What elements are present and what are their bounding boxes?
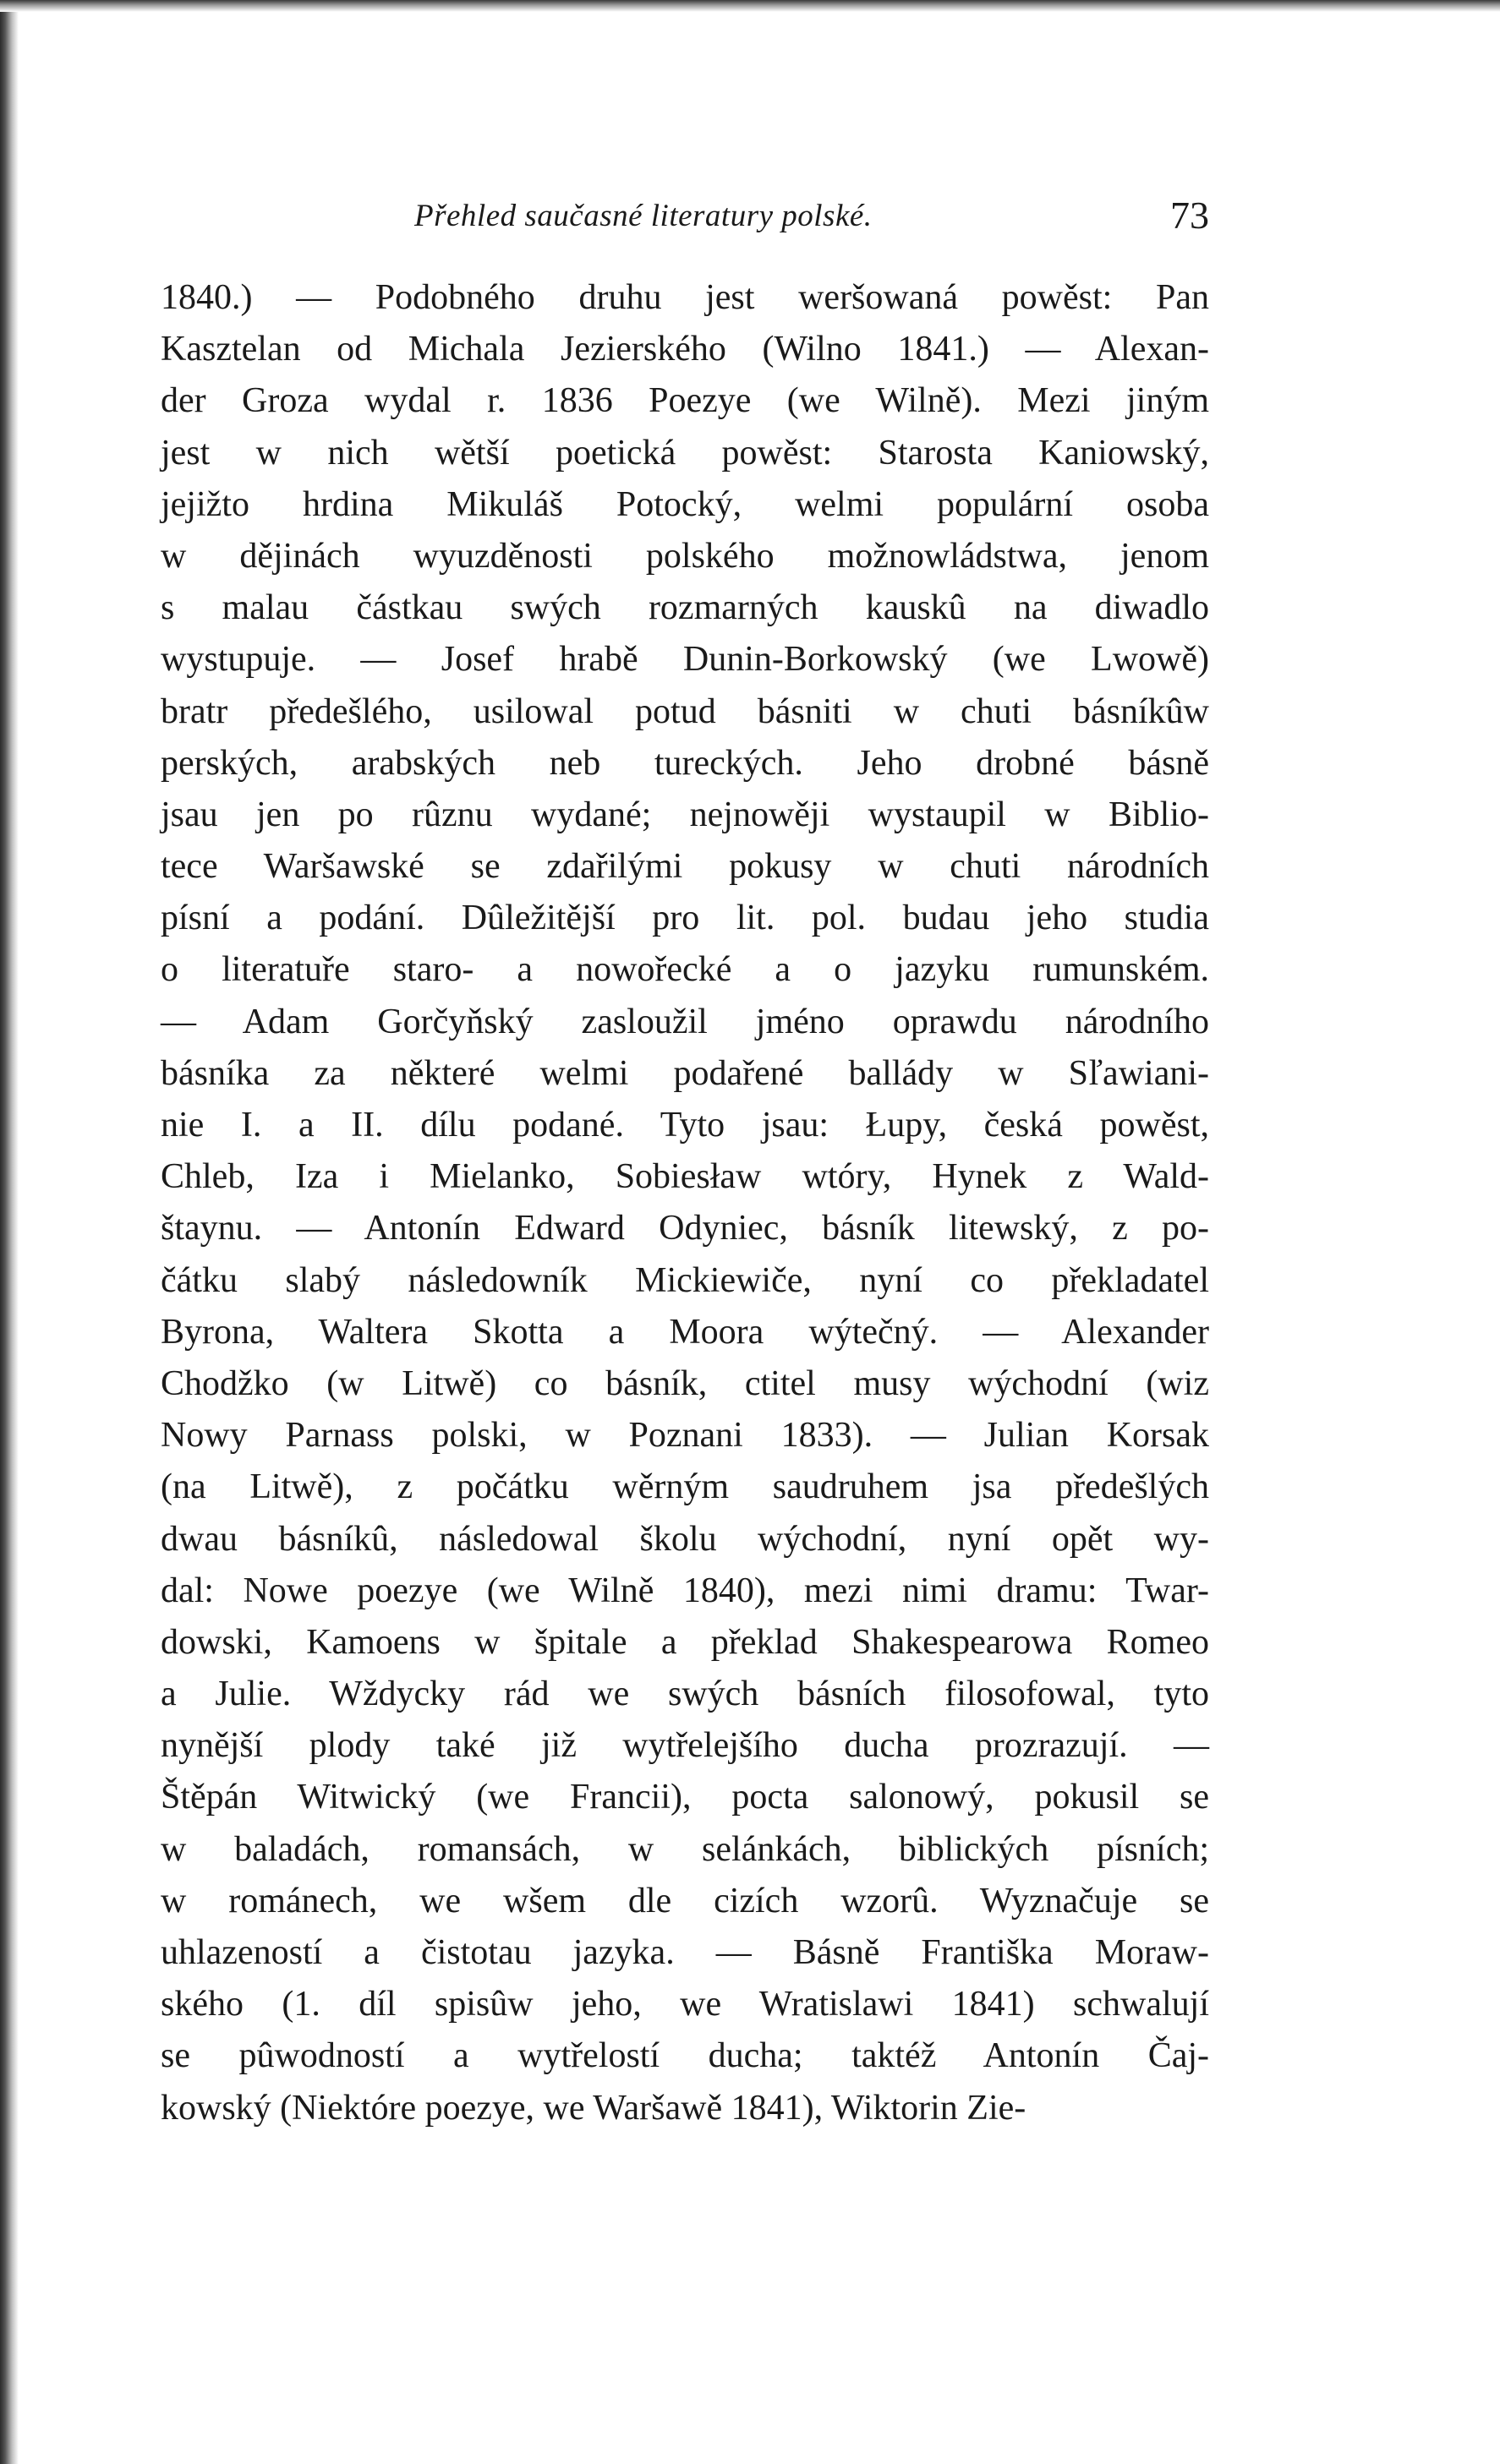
text-line: 1840.) — Podobného druhu jest weršowaná powěst: Pan — [161, 278, 1209, 317]
text-line: (na Litwě), z počátku wěrným saudruhem jsa předešlých — [161, 1467, 1209, 1507]
text-line: písní a podání. Dûležitější pro lit. pol. budau jeho studia — [161, 899, 1209, 938]
text-line: Kasztelan od Michala Jezierského (Wilno 1841.) — Alexan- — [161, 330, 1209, 369]
text-line: o literatuře staro- a nowořecké a o jazyku rumunském. — [161, 950, 1209, 990]
text-line: ského (1. díl spisûw jeho, we Wratislawi 1841) schwalují — [161, 1985, 1209, 2024]
text-line: dwau básníkû, následowal školu wýchodní, nyní opět wy- — [161, 1519, 1209, 1559]
text-line: der Groza wydal r. 1836 Poezye (we Wilně). Mezi jiným — [161, 381, 1209, 421]
running-title: Přehled saučasné literatury polské. — [414, 199, 873, 233]
body-text — [161, 272, 1209, 2134]
text-line: dowski, Kamoens w špitale a překlad Shakespearowa Romeo — [161, 1622, 1209, 1662]
text-line: uhlazeností a čistotau jazyka. — Básně Františka Moraw- — [161, 1933, 1209, 1972]
text-line: básníka za některé welmi podařené ballády w Sľawiani- — [161, 1053, 1209, 1093]
text-line: se pûwodností a wytřelostí ducha; taktéž Antonín Čaj- — [161, 2036, 1209, 2076]
text-line: kowský (Niektóre poezye, we Waršawě 1841), Wiktorin Zie- — [161, 2088, 1026, 2128]
text-line: štaynu. — Antonín Edward Odyniec, básník litewský, z po- — [161, 1209, 1209, 1248]
text-line: Štěpán Witwický (we Francii), pocta salonowý, pokusil se — [161, 1778, 1209, 1817]
text-line: a Julie. Wždycky rád we swých básních filosofowal, tyto — [161, 1675, 1209, 1714]
text-line: perských, arabských neb tureckých. Jeho drobné básně — [161, 743, 1209, 783]
scan-edge-top — [0, 0, 1500, 12]
text-line: jsau jen po rûznu wydané; nejnowěji wystaupil w Biblio- — [161, 795, 1209, 834]
text-line: nie I. a II. dílu podané. Tyto jsau: Łupy, česká powěst, — [161, 1106, 1209, 1145]
text-line: bratr předešlého, usilowal potud básniti w chuti básníkûw — [161, 691, 1209, 731]
text-line: Nowy Parnass polski, w Poznani 1833). — Julian Korsak — [161, 1416, 1209, 1456]
text-line: s malau částkau swých rozmarných kauskû na diwadlo — [161, 588, 1209, 628]
page-header — [161, 193, 1209, 243]
text-line: nynější plody také již wytřelejšího ducha prozrazují. — — [161, 1726, 1209, 1766]
text-line: w baladách, romansách, w selánkách, biblických písních; — [161, 1829, 1209, 1869]
text-line: Chodžko (w Litwě) co básník, ctitel musy wýchodní (wiz — [161, 1363, 1209, 1403]
text-line: Chleb, Iza i Mielanko, Sobiesław wtóry, Hynek z Wald- — [161, 1157, 1209, 1197]
text-line: tece Waršawské se zdařilými pokusy w chuti národních — [161, 847, 1209, 887]
text-line: čátku slabý následowník Mickiewiče, nyní co překladatel — [161, 1260, 1209, 1300]
text-line: w dějinách wyuzděnosti polského možnowládstwa, jenom — [161, 536, 1209, 576]
text-line: wystupuje. — Josef hrabě Dunin-Borkowský (we Lwowě) — [161, 640, 1209, 680]
page-number: 73 — [1170, 194, 1209, 237]
text-line: jejižto hrdina Mikuláš Potocký, welmi populární osoba — [161, 484, 1209, 524]
text-line: w románech, we wšem dle cizích wzorû. Wyznačuje se — [161, 1881, 1209, 1920]
text-line: dal: Nowe poezye (we Wilně 1840), mezi nimi dramu: Twar- — [161, 1571, 1209, 1610]
text-line: jest w nich wětší poetická powěst: Starosta Kaniowský, — [161, 433, 1209, 473]
text-line: Byrona, Waltera Skotta a Moora wýtečný. — Alexander — [161, 1312, 1209, 1352]
text-line: — Adam Gorčyňský zasloužil jméno oprawdu národního — [161, 1002, 1209, 1041]
scan-edge-left — [0, 0, 19, 2464]
